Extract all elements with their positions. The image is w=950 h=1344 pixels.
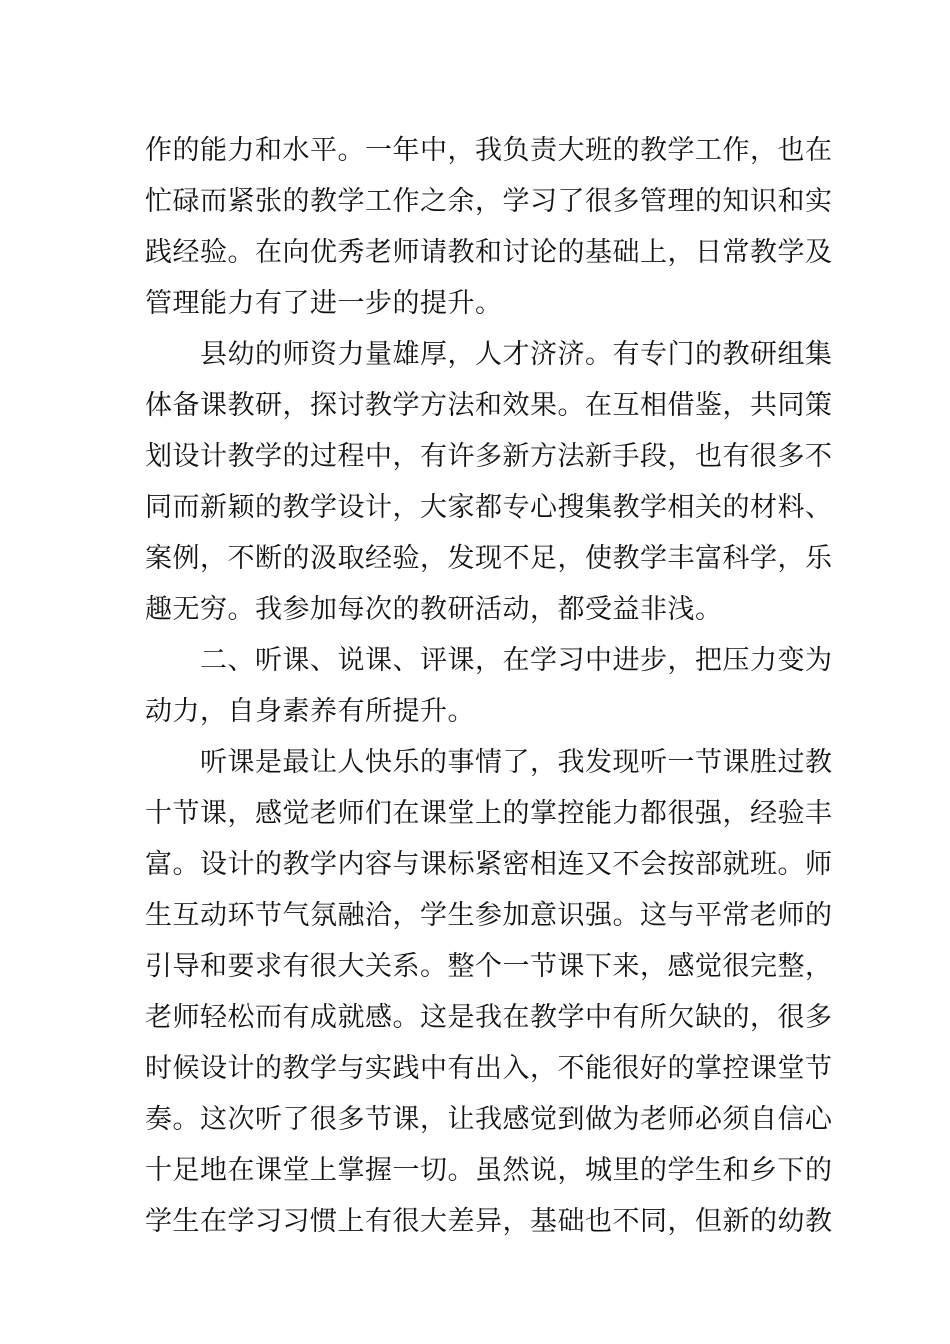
text-line: 奏。这次听了很多节课，让我感觉到做为老师必须自信心 — [145, 1104, 833, 1135]
text-line: 践经验。在向优秀老师请教和讨论的基础上，日常教学及 — [145, 237, 833, 268]
text-line: 案例，不断的汲取经验，发现不足，使教学丰富科学，乐 — [145, 543, 833, 574]
section-heading-line: 二、听课、说课、评课，在学习中进步，把压力变为 — [200, 645, 833, 676]
paragraph-first-line: 听课是最让人快乐的事情了，我发现听一节课胜过教 — [200, 747, 833, 778]
paragraph-first-line: 县幼的师资力量雄厚，人才济济。有专门的教研组集 — [200, 339, 833, 370]
text-line: 动力，自身素养有所提升。 — [145, 696, 475, 727]
text-line: 引导和要求有很大关系。整个一节课下来，感觉很完整， — [145, 951, 833, 982]
body-text — [145, 125, 833, 1247]
text-line: 管理能力有了进一步的提升。 — [145, 288, 503, 319]
text-line: 老师轻松而有成就感。这是我在教学中有所欠缺的，很多 — [145, 1002, 833, 1033]
text-line: 时候设计的教学与实践中有出入，不能很好的掌控课堂节 — [145, 1053, 833, 1084]
text-line: 十足地在课堂上掌握一切。虽然说，城里的学生和乡下的 — [145, 1155, 833, 1186]
text-line: 十节课，感觉老师们在课堂上的掌控能力都很强，经验丰 — [145, 798, 833, 829]
text-line: 忙碌而紧张的教学工作之余，学习了很多管理的知识和实 — [145, 186, 833, 217]
text-line: 生互动环节气氛融洽，学生参加意识强。这与平常老师的 — [145, 900, 833, 931]
text-line: 学生在学习习惯上有很大差异，基础也不同，但新的幼教 — [145, 1206, 833, 1237]
text-line: 富。设计的教学内容与课标紧密相连又不会按部就班。师 — [145, 849, 833, 880]
text-line: 体备课教研，探讨教学方法和效果。在互相借鉴，共同策 — [145, 390, 833, 421]
text-line: 作的能力和水平。一年中，我负责大班的教学工作，也在 — [145, 135, 833, 166]
text-line: 趣无穷。我参加每次的教研活动，都受益非浅。 — [145, 594, 723, 625]
text-line: 同而新颖的教学设计，大家都专心搜集教学相关的材料、 — [145, 492, 833, 523]
text-line: 划设计教学的过程中，有许多新方法新手段，也有很多不 — [145, 441, 833, 472]
